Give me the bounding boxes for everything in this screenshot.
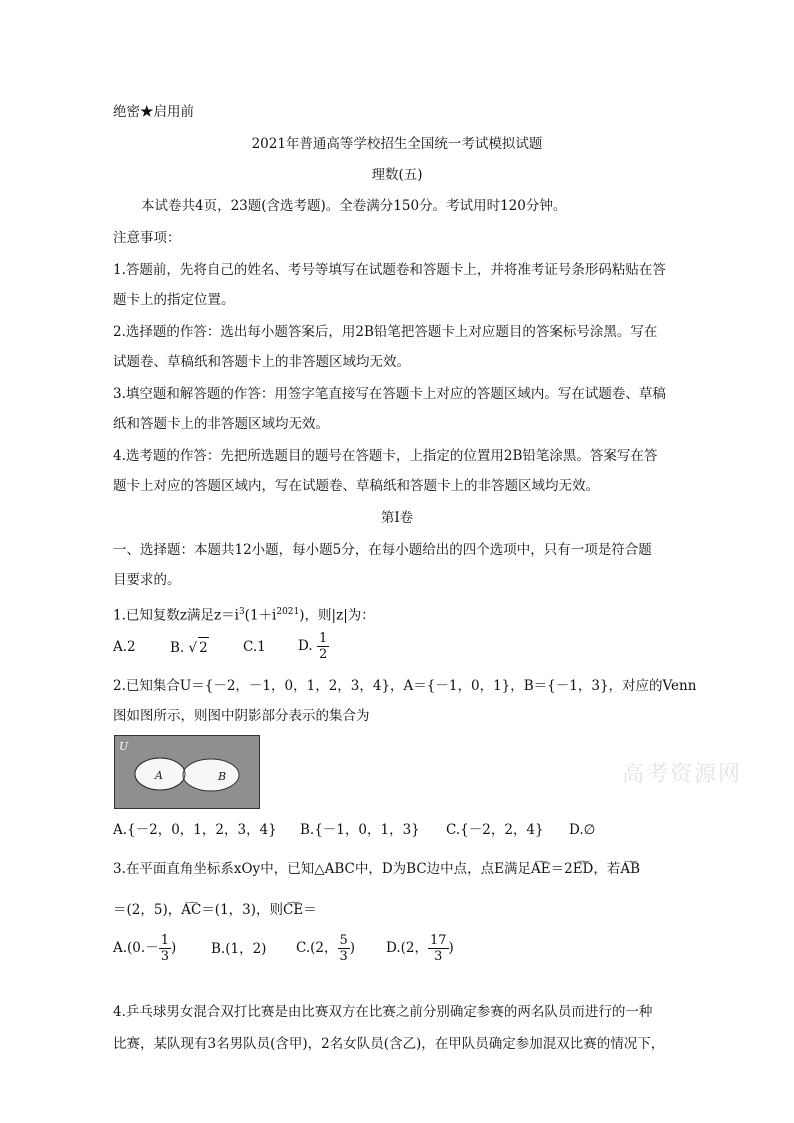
q3-option-c-post: ) [349,940,356,956]
q3-equals: ＝2 [550,861,573,877]
q1-option-a: A.2 [113,639,136,655]
note-1-line-1: 1.答题前，先将自己的姓名、考号等填写在试题卷和答题卡上，并将准考证号条形码粘贴在答 [113,262,666,278]
exam-title: 2021年普通高等学校招生全国统一考试模拟试题 [251,136,543,152]
note-4-line-1: 4.选考题的作答：先把所选题目的题号在答题卡，上指定的位置用2B铅笔涂黑。答案写在答 [113,448,658,464]
fraction-denominator: 3 [339,949,348,964]
note-1-line-2: 题卡上的指定位置。 [113,292,235,308]
q2-option-b: B.{－1，0，1，3} [300,822,420,838]
fraction-denominator: 3 [434,949,443,964]
fraction-numerator: 1 [318,631,328,646]
q2-option-d: D.∅ [569,822,596,838]
q1-exponent-1: 3 [238,607,245,617]
q3-if: ，若 [593,861,621,877]
venn-label-b: B [218,770,227,783]
q1-option-d-label: D. [298,638,313,654]
q3-option-b: B.(1，2) [211,941,267,957]
q3-stem-line-2 [113,900,317,920]
q1-stem-text-c: )，则|z|为： [299,607,375,624]
part-1-instructions-line-2: 目要求的。 [113,572,181,588]
venn-set-b-ellipse [183,759,239,791]
q3-line2-text-c: ＝ [303,902,317,918]
q1-option-b-radicand: 2 [198,637,209,658]
note-3-line-2: 纸和答题卡上的非答题区域均无效。 [113,416,329,432]
q3-option-d-fraction [428,933,449,964]
q2-stem-line-1: 2.已知集合U＝{－2，－1，0，1，2，3，4}，A＝{－1，0，1}，B＝{－1，3}，对应的Venn [113,678,697,694]
q1-stem-text-b: (1＋i [244,607,277,624]
exam-intro: 本试卷共4页，23题(含选考题)。全卷满分150分。考试用时120分钟。 [141,198,567,214]
q1-option-d-fraction [317,631,329,662]
q3-stem-line-1 [113,859,640,879]
q3-line2-text-a: ＝(2，5)， [113,902,182,918]
q3-option-a-post: ) [170,940,177,956]
q4-stem-line-1: 4.乒乓球男女混合双打比赛是由比赛双方在比赛之前分别确定参赛的两名队员而进行的一种 [113,1004,653,1020]
q3-option-c-fraction [338,933,350,964]
q2-option-a: A.{－2，0，1，2，3，4} [113,822,277,838]
exam-subject: 理数(五) [371,167,423,183]
q3-option-a-fraction [159,933,171,964]
volume-title: 第I卷 [380,510,414,526]
venn-label-a: A [155,769,163,782]
venn-diagram [114,735,260,809]
note-3-line-1: 3.填空题和解答题的作答：用签字笔直接写在答题卡上对应的答题区域内。写在试题卷、草稿 [113,386,666,402]
fraction-numerator: 17 [430,933,447,948]
q3-option-a-pre: A.(0.－ [113,940,159,956]
vector-ac: ‿‿ AC [181,900,201,920]
q3-line2-text-b: ＝(1，3)，则 [201,902,284,918]
note-2-line-2: 试题卷、草稿纸和答题卡上的非答题区域均无效。 [113,354,410,370]
q1-option-b: B. √ 2 [170,637,209,658]
fraction-denominator: 2 [318,647,328,662]
fraction-numerator: 5 [339,933,348,948]
q2-option-c: C.{－2，2，4} [446,822,544,838]
q1-exponent-2: 2021 [276,607,300,617]
q2-stem-line-2: 图如图所示，则图中阴影部分表示的集合为 [113,708,370,724]
q4-stem-line-2: 比赛，某队现有3名男队员(含甲)，2名女队员(含乙)，在甲队员确定参加混双比赛的情况下， [113,1036,665,1052]
vector-ed: ‿‿ ED [573,859,594,879]
q1-option-d [298,628,329,664]
fraction-denominator: 3 [160,949,169,964]
q1-stem-text-a: 1.已知复数z满足z＝i [113,607,239,624]
q3-option-c [296,930,355,966]
venn-label-u: U [119,740,129,753]
q1-option-c: C.1 [243,639,266,655]
q1-option-b-label: B. [170,640,185,656]
q3-option-d-pre: D.(2， [386,940,428,956]
fraction-numerator: 1 [160,933,169,948]
q3-option-d [386,930,454,966]
vector-ce: ‿‿ CE [283,900,303,920]
note-4-line-2: 题卡上对应的答题区域内，写在试题卷、草稿纸和答题卡上的非答题区域均无效。 [113,478,599,494]
q3-option-a [113,930,176,966]
part-1-instructions-line-1: 一、选择题：本题共12小题，每小题5分，在每小题给出的四个选项中，只有一项是符合题 [113,542,652,558]
watermark: 高考资源网 [622,762,743,787]
note-2-line-1: 2.选择题的作答：选出每小题答案后，用2B铅笔把答题卡上对应题目的答案标号涂黑。写在 [113,324,658,340]
q3-option-d-post: ) [448,940,454,956]
q3-stem-text-a: 3.在平面直角坐标系xOy中，已知△ABC中，D为BC边中点，点E满足 [113,861,531,877]
secret-label: 绝密★启用前 [113,104,194,120]
q1-stem [113,602,375,626]
notes-heading: 注意事项： [113,230,181,246]
vector-ae: ‿‿ AE [531,859,551,879]
vector-ab: ‿‿ AB [620,859,640,879]
q3-option-c-pre: C.(2， [296,940,338,956]
